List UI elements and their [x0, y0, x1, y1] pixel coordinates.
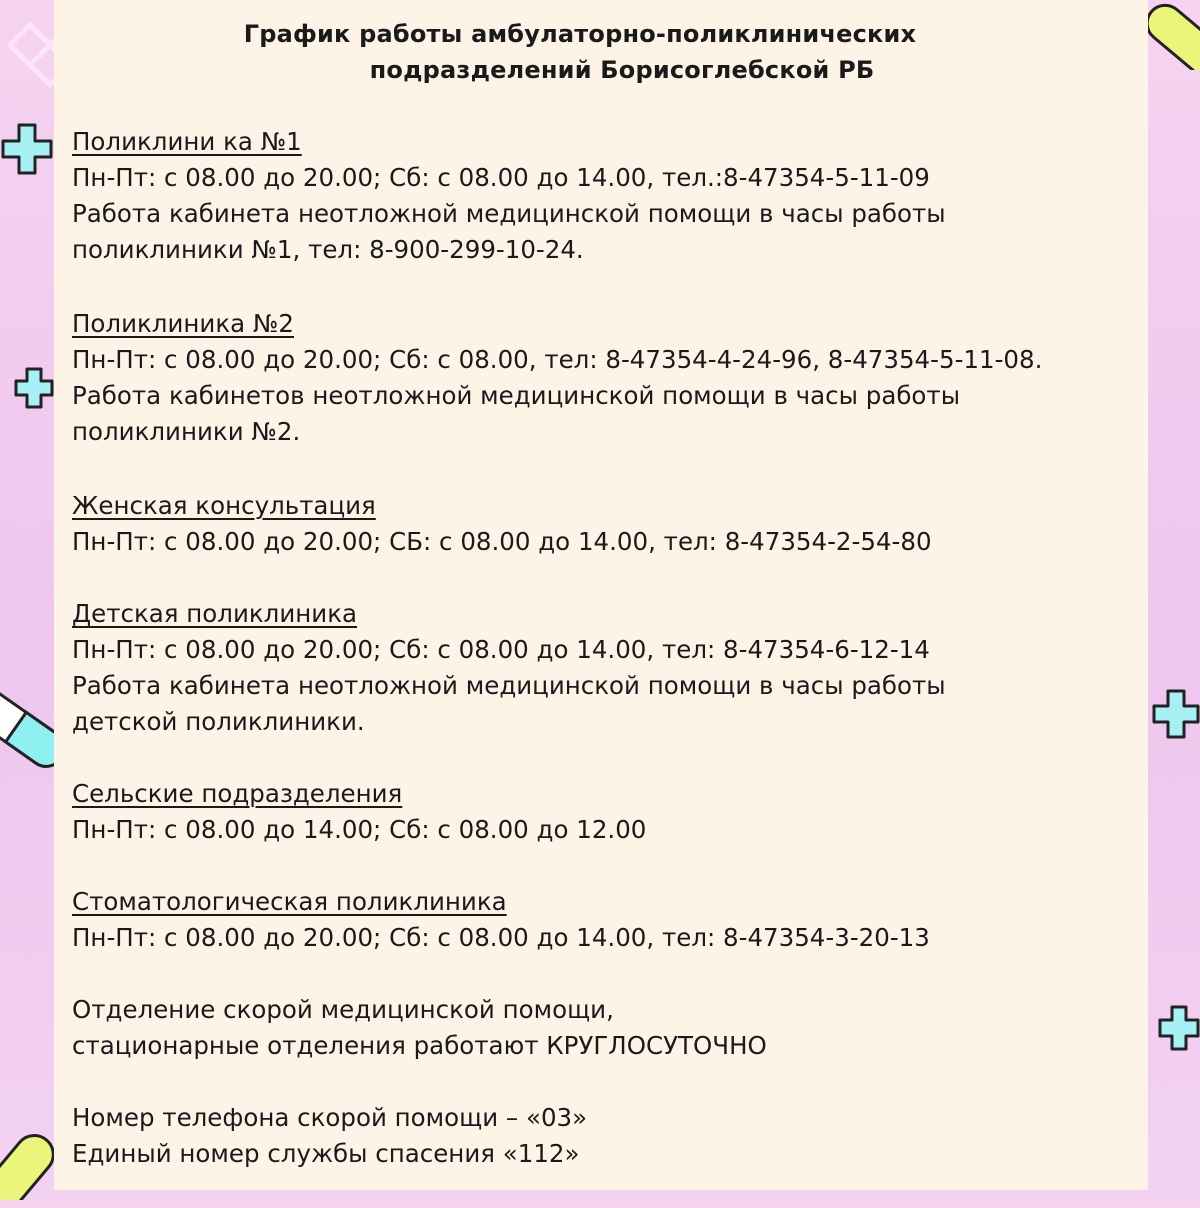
section-line: Пн-Пт: с 08.00 до 20.00; СБ: с 08.00 до 14.00, тел: 8-47354-2-54-80: [72, 527, 932, 556]
notice-line: Отделение скорой медицинской помощи,: [72, 995, 614, 1024]
medical-cross-icon: [1152, 688, 1200, 740]
phone-line: Номер телефона скорой помощи – «03»: [72, 1103, 588, 1132]
medical-cross-icon: [1158, 1004, 1200, 1052]
page-title: [0, 16, 1180, 88]
section-line: поликлиники №2.: [72, 417, 301, 446]
section-line: Пн-Пт: с 08.00 до 20.00; Сб: с 08.00 до 14.00, тел.:8-47354-5-11-09: [72, 163, 930, 192]
medical-cross-icon: [0, 122, 54, 176]
section-dental-polyclinic: [72, 884, 1082, 956]
schedule-content: [72, 124, 1082, 1208]
section-line: Пн-Пт: с 08.00 до 20.00; Сб: с 08.00 до 14.00, тел: 8-47354-6-12-14: [72, 635, 930, 664]
section-womens-clinic: [72, 488, 1082, 560]
section-heading: Женская консультация: [72, 491, 376, 520]
section-rural-units: [72, 776, 1082, 848]
section-polyclinic-1: [72, 124, 1082, 268]
section-childrens-polyclinic: [72, 596, 1082, 740]
section-line: Работа кабинета неотложной медицинской помощи в часы работы: [72, 671, 946, 700]
section-line: Пн-Пт: с 08.00 до 20.00; Сб: с 08.00 до 14.00, тел: 8-47354-3-20-13: [72, 923, 930, 952]
section-line: Пн-Пт: с 08.00 до 14.00; Сб: с 08.00 до 12.00: [72, 815, 647, 844]
section-line: Работа кабинета неотложной медицинской помощи в часы работы: [72, 199, 946, 228]
section-line: поликлиники №1, тел: 8-900-299-10-24.: [72, 235, 584, 264]
notice-line: стационарные отделения работают КРУГЛОСУТОЧНО: [72, 1031, 767, 1060]
notice-round-the-clock: [72, 992, 1082, 1064]
medical-cross-icon: [14, 366, 54, 410]
pill-capsule-icon: [0, 680, 56, 780]
section-line: Пн-Пт: с 08.00 до 20.00; Сб: с 08.00, тел: 8-47354-4-24-96, 8-47354-5-11-08.: [72, 345, 1043, 374]
section-heading: Сельские подразделения: [72, 779, 403, 808]
section-heading: Поликлиника №2: [72, 309, 294, 338]
section-line: детской поликлиники.: [72, 707, 365, 736]
section-line: Работа кабинетов неотложной медицинской помощи в часы работы: [72, 381, 961, 410]
title-line-2: подразделений Борисоглебской РБ: [369, 56, 875, 84]
pill-capsule-icon: [0, 1130, 56, 1200]
emergency-phones: [72, 1100, 1082, 1172]
phone-line: Единый номер службы спасения «112»: [72, 1139, 580, 1168]
section-polyclinic-2: [72, 306, 1082, 450]
title-line-1: График работы амбулаторно-поликлинических: [243, 20, 917, 48]
section-heading: Поликлини ка №1: [72, 127, 302, 156]
section-heading: Детская поликлиника: [72, 599, 358, 628]
section-heading: Стоматологическая поликлиника: [72, 887, 507, 916]
